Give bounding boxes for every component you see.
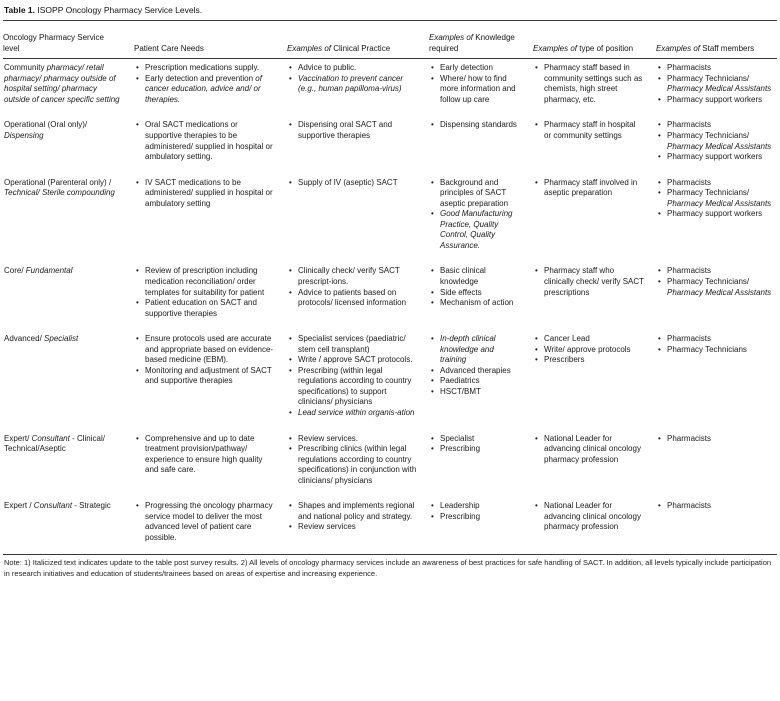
- patient-care-needs-cell: [134, 178, 287, 252]
- bullet-text: In-depth clinical knowledge and training: [440, 334, 496, 365]
- bullet-icon: •: [431, 63, 434, 73]
- patient-care-needs-cell: [134, 334, 287, 418]
- knowledge-required-cell: [429, 63, 533, 105]
- bullet-icon: •: [658, 209, 661, 219]
- bullet-icon: •: [658, 266, 661, 276]
- column-header: Patient Care Needs: [134, 43, 204, 53]
- staff-members-cell: [656, 120, 777, 162]
- bullet-icon: •: [136, 433, 139, 443]
- bullet-item: [287, 355, 417, 366]
- bullet-text: Pharmacy Technicians/ Pharmacy Medical Assistants: [667, 73, 772, 94]
- bullet-text: Pharmacists: [667, 177, 712, 187]
- bullet-text: Pharmacy support workers: [667, 209, 763, 219]
- bullet-text: Dispensing oral SACT and supportive therapies: [298, 120, 393, 140]
- bullet-text: Supply of IV (aseptic) SACT: [298, 177, 398, 187]
- bullet-text: Specialist services (paediatric/ stem cell transplant): [298, 334, 406, 354]
- bullet-text: Paediatrics: [440, 376, 480, 386]
- bullet-item: [287, 434, 417, 445]
- bullet-text: Pharmacists: [667, 433, 712, 443]
- bullet-item: [287, 408, 417, 419]
- table-row: [3, 174, 777, 263]
- bullet-item: [429, 74, 521, 106]
- bullet-icon: •: [289, 433, 292, 443]
- staff-members-cell: [656, 334, 777, 418]
- bullet-icon: •: [535, 334, 538, 344]
- bullet-item: [134, 366, 275, 387]
- bullet-text: Clinically check/ verify SACT prescript-ions.: [298, 266, 400, 286]
- bullet-text: Advice to public.: [298, 63, 357, 73]
- bullet-item: [429, 266, 521, 287]
- bullet-icon: •: [535, 433, 538, 443]
- bullet-item: [429, 288, 521, 299]
- bullet-text: Progressing the oncology pharmacy service model to deliver the most advanced level of patient care possible.: [145, 501, 273, 542]
- bullet-item: [287, 366, 417, 408]
- column-header: Examples of Staff members: [656, 43, 755, 53]
- bullet-icon: •: [431, 433, 434, 443]
- bullet-icon: •: [289, 177, 292, 187]
- bullet-text: Pharmacy Technicians/ Pharmacy Medical Assistants: [667, 130, 772, 151]
- bullet-item: [656, 131, 775, 152]
- bullet-item: [134, 74, 275, 106]
- column-header: Examples of type of position: [533, 43, 634, 53]
- service-level-cell: Operational (Parenteral only) / Technical/ Sterile compounding: [4, 177, 115, 198]
- bullet-item: [134, 120, 275, 162]
- knowledge-required-cell: [429, 434, 533, 487]
- bullet-text: Prescribing clinics (within legal regulations according to country specifications) in conjunction with clinicians/ physicians: [298, 444, 417, 485]
- knowledge-required-cell: [429, 334, 533, 418]
- bullet-text: Oral SACT medications or supportive therapies to be administered/ supplied in hospital or ambulatory setting.: [145, 120, 273, 162]
- bullet-icon: •: [431, 511, 434, 521]
- type-of-position-cell: [533, 334, 656, 418]
- bullet-icon: •: [431, 376, 434, 386]
- bullet-item: [656, 152, 775, 163]
- bullet-icon: •: [658, 344, 661, 354]
- table-row: [3, 116, 777, 173]
- clinical-practice-cell: [287, 434, 429, 487]
- type-of-position-cell: [533, 120, 656, 162]
- bullet-icon: •: [535, 177, 538, 187]
- bullet-icon: •: [289, 501, 292, 511]
- bullet-icon: •: [658, 63, 661, 73]
- bullet-item: [429, 178, 521, 210]
- staff-members-cell: [656, 434, 777, 487]
- bullet-icon: •: [289, 120, 292, 130]
- bullet-item: [656, 74, 775, 95]
- bullet-text: Prescribing (within legal regulations according to country specifications) to support clinicians/ physicians: [298, 365, 412, 407]
- bullet-icon: •: [289, 334, 292, 344]
- bullet-icon: •: [535, 355, 538, 365]
- bullet-icon: •: [136, 298, 139, 308]
- table-row: [3, 330, 777, 429]
- bullet-icon: •: [136, 266, 139, 276]
- bullet-icon: •: [289, 63, 292, 73]
- bullet-icon: •: [289, 266, 292, 276]
- bullet-icon: •: [136, 177, 139, 187]
- bullet-item: [533, 120, 644, 141]
- bullet-icon: •: [658, 334, 661, 344]
- bullet-icon: •: [658, 276, 661, 286]
- bullet-item: [533, 178, 644, 199]
- bullet-icon: •: [658, 177, 661, 187]
- bullet-text: Pharmacists: [667, 63, 712, 73]
- bullet-text: Pharmacy support workers: [667, 94, 763, 104]
- bullet-item: [429, 501, 521, 512]
- bullet-item: [656, 188, 775, 209]
- bullet-text: Cancer Lead: [544, 334, 590, 344]
- bullet-item: [656, 95, 775, 106]
- knowledge-required-cell: [429, 120, 533, 162]
- bullet-text: Review of prescription including medication reconciliation/ order templates for suitability for patient: [145, 266, 265, 297]
- bullet-text: Mechanism of action: [440, 298, 514, 308]
- bullet-text: Pharmacy staff in hospital or community settings: [544, 120, 636, 140]
- bullet-item: [656, 63, 775, 74]
- bullet-item: [134, 298, 275, 319]
- bullet-icon: •: [289, 287, 292, 297]
- bullet-item: [134, 266, 275, 298]
- bullet-text: Comprehensive and up to date treatment provision/pathway/ experience to ensure high quality and safe care.: [145, 433, 263, 475]
- bullet-text: Good Manufacturing Practice, Quality Control, Quality Assurance.: [440, 209, 513, 250]
- bullet-text: Pharmacists: [667, 501, 712, 511]
- bullet-text: Monitoring and adjustment of SACT and supportive therapies: [145, 365, 272, 386]
- clinical-practice-cell: [287, 266, 429, 319]
- patient-care-needs-cell: [134, 63, 287, 105]
- bullet-item: [287, 501, 417, 522]
- bullet-icon: •: [658, 73, 661, 83]
- bullet-item: [656, 277, 775, 298]
- bullet-icon: •: [431, 386, 434, 396]
- bullet-item: [134, 178, 275, 210]
- bullet-icon: •: [289, 407, 292, 417]
- bullet-icon: •: [658, 501, 661, 511]
- table-number-label: Table 1.: [4, 5, 36, 15]
- staff-members-cell: [656, 178, 777, 252]
- bullet-text: Background and principles of SACT aseptic preparation: [440, 177, 509, 208]
- bullet-item: [533, 355, 644, 366]
- bullet-item: [429, 376, 521, 387]
- bullet-text: Basic clinical knowledge: [440, 266, 486, 286]
- bullet-item: [429, 387, 521, 398]
- bullet-icon: •: [535, 120, 538, 130]
- bullet-text: Patient education on SACT and supportive therapies: [145, 298, 257, 318]
- bullet-text: Write/ approve protocols: [544, 344, 631, 354]
- table-row: [3, 59, 777, 116]
- bullet-item: [134, 63, 275, 74]
- bullet-text: Ensure protocols used are accurate and appropriate based on evidence-based medicine (EBM).: [145, 334, 274, 365]
- bullet-item: [656, 178, 775, 189]
- service-level-cell: Operational (Oral only)/ Dispensing: [4, 120, 88, 140]
- bullet-item: [134, 334, 275, 366]
- bullet-text: Vaccination to prevent cancer (e.g., human papilloma-virus): [298, 73, 404, 94]
- bullet-icon: •: [658, 152, 661, 162]
- bullet-text: Side effects: [440, 287, 482, 297]
- bullet-item: [429, 444, 521, 455]
- bullet-text: IV SACT medications to be administered/ supplied in hospital or ambulatory setting: [145, 177, 273, 208]
- type-of-position-cell: [533, 501, 656, 543]
- bullet-item: [533, 266, 644, 298]
- bullet-text: Prescribers: [544, 355, 585, 365]
- bullet-text: Pharmacy Technicians: [667, 344, 747, 354]
- bullet-text: HSCT/BMT: [440, 386, 481, 396]
- bullet-text: Where/ how to find more information and follow up care: [440, 73, 516, 104]
- bullet-text: Pharmacy staff who clinically check/ verify SACT prescriptions: [544, 266, 644, 297]
- patient-care-needs-cell: [134, 266, 287, 319]
- bullet-item: [429, 434, 521, 445]
- patient-care-needs-cell: [134, 120, 287, 162]
- bullet-item: [287, 266, 417, 287]
- bullet-text: Pharmacy Technicians/ Pharmacy Medical Assistants: [667, 276, 772, 297]
- staff-members-cell: [656, 63, 777, 105]
- bullet-icon: •: [289, 355, 292, 365]
- bullet-item: [656, 209, 775, 220]
- bullet-icon: •: [136, 501, 139, 511]
- bullet-text: Advice to patients based on protocols/ licensed information: [298, 287, 407, 308]
- table-title: [3, 4, 777, 20]
- bullet-icon: •: [431, 298, 434, 308]
- bullet-icon: •: [431, 120, 434, 130]
- bullet-item: [656, 345, 775, 356]
- bullet-text: Early detection: [440, 63, 493, 73]
- bullet-icon: •: [431, 73, 434, 83]
- bullet-item: [287, 120, 417, 141]
- bullet-text: Prescribing: [440, 511, 481, 521]
- bullet-icon: •: [658, 94, 661, 104]
- bullet-text: National Leader for advancing clinical oncology pharmacy profession: [544, 433, 641, 464]
- bullet-text: Pharmacists: [667, 266, 712, 276]
- bullet-text: Pharmacists: [667, 334, 712, 344]
- table-row: [3, 430, 777, 498]
- clinical-practice-cell: [287, 120, 429, 162]
- type-of-position-cell: [533, 63, 656, 105]
- clinical-practice-cell: [287, 178, 429, 252]
- bullet-item: [429, 366, 521, 377]
- bullet-item: [533, 345, 644, 356]
- knowledge-required-cell: [429, 266, 533, 319]
- bullet-icon: •: [136, 365, 139, 375]
- bullet-item: [287, 334, 417, 355]
- bullet-icon: •: [289, 73, 292, 83]
- bullet-item: [533, 434, 644, 466]
- clinical-practice-cell: [287, 334, 429, 418]
- bullet-icon: •: [289, 522, 292, 532]
- bullet-icon: •: [658, 120, 661, 130]
- bullet-icon: •: [535, 63, 538, 73]
- bullet-item: [656, 266, 775, 277]
- bullet-icon: •: [136, 73, 139, 83]
- bullet-icon: •: [535, 501, 538, 511]
- bullet-text: Pharmacy staff based in community settings such as chemists, high street pharmacy, etc.: [544, 63, 643, 104]
- bullet-icon: •: [136, 63, 139, 73]
- table-row: [3, 262, 777, 330]
- type-of-position-cell: [533, 434, 656, 487]
- bullet-icon: •: [289, 365, 292, 375]
- bullet-text: Specialist: [440, 433, 475, 443]
- clinical-practice-cell: [287, 63, 429, 105]
- service-level-cell: Expert / Consultant - Strategic: [4, 501, 111, 511]
- table-footnote: Note: 1) Italicized text indicates update to the table post survey results. 2) All levels of oncology pharmacy services include an awareness of best practices for safe handling of SACT. In addition, all levels typically include participation in research initiatives and education of students/trainees based on areas of expertise and increasing experience.: [4, 558, 772, 578]
- bullet-icon: •: [535, 344, 538, 354]
- type-of-position-cell: [533, 266, 656, 319]
- bullet-item: [656, 120, 775, 131]
- bullet-item: [429, 298, 521, 309]
- bullet-icon: •: [535, 266, 538, 276]
- table-header-row: [3, 21, 777, 59]
- service-level-cell: Advanced/ Specialist: [4, 334, 79, 344]
- service-levels-table: [3, 20, 777, 555]
- column-header: Examples of Knowledge required: [429, 33, 515, 53]
- bullet-text: Advanced therapies: [440, 365, 511, 375]
- bullet-item: [533, 334, 644, 345]
- patient-care-needs-cell: [134, 501, 287, 543]
- bullet-icon: •: [658, 433, 661, 443]
- bullet-item: [429, 334, 521, 366]
- bullet-text: Pharmacy staff involved in aseptic preparation: [544, 177, 638, 198]
- knowledge-required-cell: [429, 178, 533, 252]
- type-of-position-cell: [533, 178, 656, 252]
- bullet-icon: •: [431, 501, 434, 511]
- bullet-item: [533, 63, 644, 105]
- bullet-icon: •: [658, 130, 661, 140]
- service-level-cell: Community pharmacy/ retail pharmacy/ pharmacy outside of hospital setting/ pharmacy outside of cancer specific setting: [4, 63, 120, 104]
- bullet-text: Pharmacy support workers: [667, 152, 763, 162]
- bullet-icon: •: [658, 188, 661, 198]
- bullet-item: [134, 434, 275, 476]
- bullet-item: [429, 512, 521, 523]
- bullet-item: [287, 288, 417, 309]
- bullet-item: [533, 501, 644, 533]
- bullet-item: [287, 178, 417, 189]
- bullet-text: Dispensing standards: [440, 120, 517, 130]
- bullet-text: Review services: [298, 522, 356, 532]
- bullet-text: Leadership: [440, 501, 480, 511]
- bullet-item: [429, 120, 521, 131]
- bullet-text: Pharmacy Technicians/ Pharmacy Medical Assistants: [667, 188, 772, 208]
- bullet-text: Lead service within organis-ation: [298, 407, 415, 417]
- bullet-text: Shapes and implements regional and national policy and strategy.: [298, 501, 415, 521]
- bullet-icon: •: [431, 365, 434, 375]
- bullet-text: Prescribing: [440, 444, 481, 454]
- bullet-item: [287, 63, 417, 74]
- bullet-text: Write / approve SACT protocols.: [298, 355, 413, 365]
- bullet-item: [287, 74, 417, 95]
- staff-members-cell: [656, 266, 777, 319]
- bullet-item: [656, 501, 775, 512]
- service-level-cell: Core/ Fundamental: [4, 266, 73, 276]
- service-level-cell: Expert/ Consultant - Clinical/ Technical/Aseptic: [4, 433, 105, 454]
- table-caption: ISOPP Oncology Pharmacy Service Levels.: [35, 5, 203, 15]
- bullet-icon: •: [431, 334, 434, 344]
- bullet-icon: •: [431, 209, 434, 219]
- bullet-text: National Leader for advancing clinical oncology pharmacy profession: [544, 501, 641, 532]
- bullet-icon: •: [431, 444, 434, 454]
- column-header: Examples of Clinical Practice: [287, 43, 391, 53]
- bullet-item: [134, 501, 275, 543]
- bullet-text: Prescription medications supply.: [145, 63, 260, 73]
- bullet-text: Early detection and prevention of cancer education, advice and/ or therapies.: [145, 73, 262, 104]
- bullet-icon: •: [431, 287, 434, 297]
- bullet-icon: •: [289, 444, 292, 454]
- clinical-practice-cell: [287, 501, 429, 543]
- bullet-item: [429, 209, 521, 251]
- bullet-icon: •: [136, 120, 139, 130]
- bullet-item: [656, 434, 775, 445]
- patient-care-needs-cell: [134, 434, 287, 487]
- bullet-item: [656, 334, 775, 345]
- table-body: [3, 59, 777, 555]
- bullet-icon: •: [136, 334, 139, 344]
- bullet-item: [287, 444, 417, 486]
- bullet-text: Pharmacists: [667, 120, 712, 130]
- table-row: [3, 497, 777, 554]
- staff-members-cell: [656, 501, 777, 543]
- bullet-icon: •: [431, 177, 434, 187]
- knowledge-required-cell: [429, 501, 533, 543]
- bullet-item: [287, 522, 417, 533]
- bullet-icon: •: [431, 266, 434, 276]
- bullet-text: Review services.: [298, 433, 359, 443]
- bullet-item: [429, 63, 521, 74]
- column-header: Oncology Pharmacy Service level: [3, 33, 104, 53]
